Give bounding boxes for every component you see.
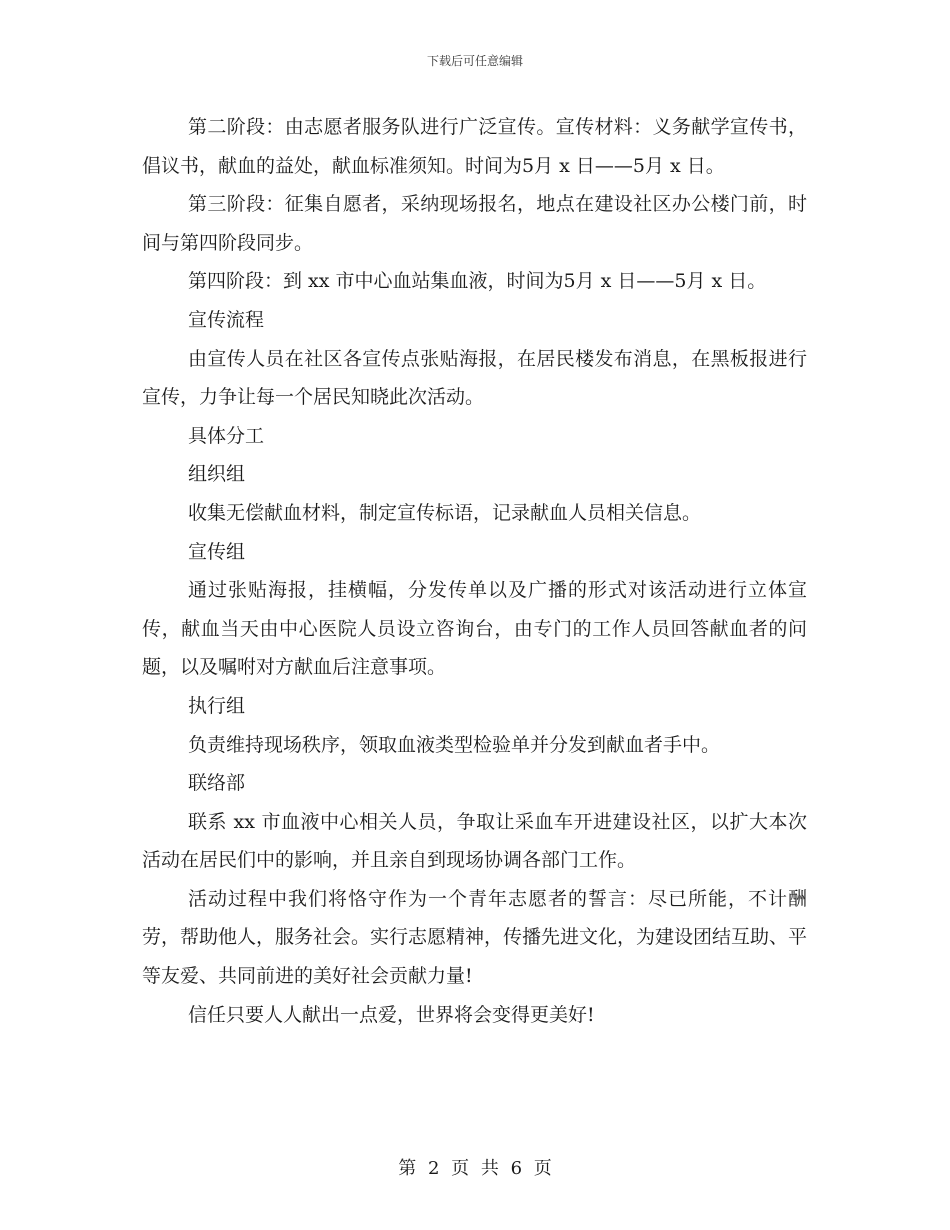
paragraph-publicity-process: 由宣传人员在社区各宣传点张贴海报，在居民楼发布消息，在黑板报进行宣传，力争让每一个居民知晓此次活动。: [142, 347, 807, 409]
paragraph-organization-group: 收集无偿献血材料，制定宣传标语，记录献血人员相关信息。: [188, 501, 702, 524]
page-number: 第 2 页 共 6 页: [398, 1158, 552, 1179]
paragraph-stage-two: 第二阶段：由志愿者服务队进行广泛宣传。宣传材料：义务献学宣传书，倡议书，献血的益处，献血标准须知。时间为5月 x 日——5月 x 日。: [142, 116, 807, 177]
heading-execution-group: 执行组: [188, 694, 246, 717]
paragraph-volunteer-oath: 活动过程中我们将恪守作为一个青年志愿者的誓言：尽已所能，不计酬劳，帮助他人，服务社会。实行志愿精神，传播先进文化，为建设团结互助、平等友爱、共同前进的美好社会贡献力量!: [142, 887, 808, 988]
paragraph-publicity-group: 通过张贴海报，挂横幅，分发传单以及广播的形式对该活动进行立体宣传，献血当天由中心医院人员设立咨询台，由专门的工作人员回答献血者的问题，以及嘱咐对方献血后注意事项。: [142, 579, 807, 679]
paragraph-execution-group: 负责维持现场秩序，领取血液类型检验单并分发到献血者手中。: [188, 733, 721, 756]
paragraph-stage-three: 第三阶段：征集自愿者，采纳现场报名，地点在建设社区办公楼门前，时间与第四阶段同步。: [142, 193, 807, 254]
heading-liaison-department: 联络部: [188, 772, 246, 795]
heading-publicity-group: 宣传组: [188, 540, 246, 563]
heading-publicity-process: 宣传流程: [188, 308, 265, 331]
paragraph-stage-four: 第四阶段：到 xx 市中心血站集血液，时间为5月 x 日——5月 x 日。: [188, 270, 767, 293]
heading-organization-group: 组织组: [188, 463, 246, 486]
document-body: [142, 108, 807, 1034]
paragraph-liaison-department: 联系 xx 市血液中心相关人员，争取让采血车开进建设社区，以扩大本次活动在居民们中的影响，并且亲自到现场协调各部门工作。: [142, 810, 807, 872]
page-header: 下载后可任意编辑: [426, 54, 523, 68]
paragraph-closing: 信任只要人人献出一点爱，世界将会变得更美好!: [188, 1003, 595, 1026]
heading-division-of-labor: 具体分工: [188, 424, 265, 447]
